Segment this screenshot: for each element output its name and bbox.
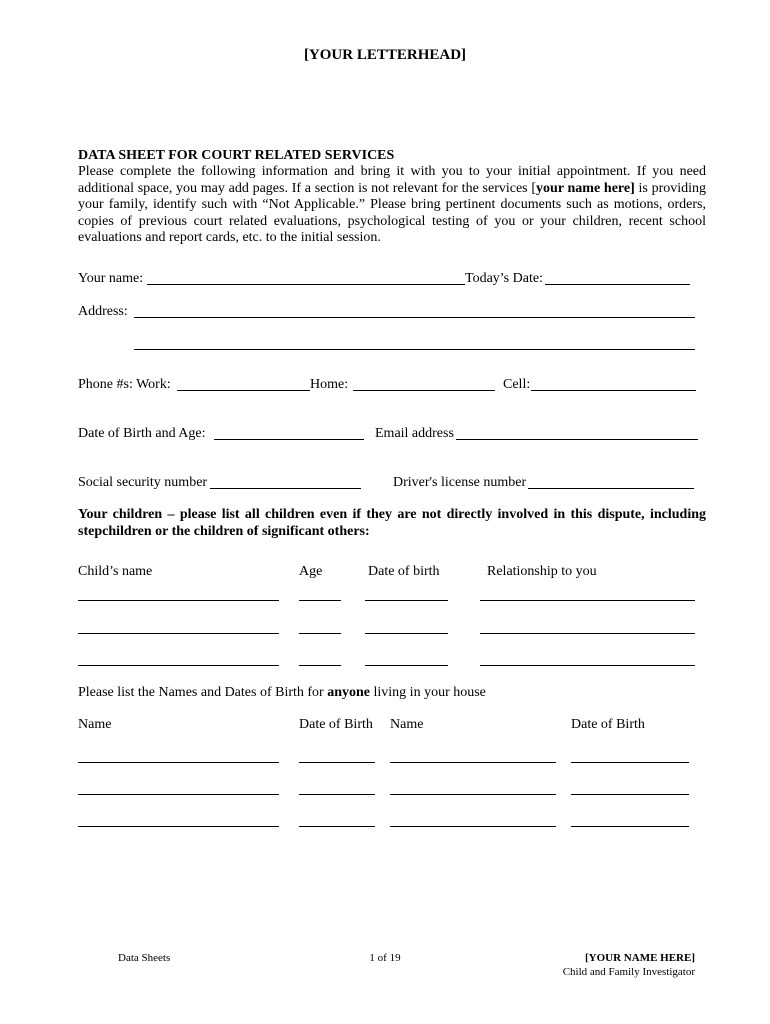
intro-paragraph [78, 164, 706, 247]
footer-page-number: 1 of 19 [369, 952, 401, 964]
dob-age-line[interactable] [214, 439, 364, 440]
household-col-dob-1: Date of Birth [299, 717, 373, 732]
phone-work-label: Phone #s: Work: [78, 377, 171, 392]
dob-age-label: Date of Birth and Age: [78, 426, 206, 441]
child-name-line[interactable] [78, 665, 279, 666]
footer-left: Data Sheets [118, 952, 171, 964]
children-col-age: Age [299, 564, 323, 579]
household-dob-line[interactable] [571, 762, 689, 763]
todays-date-line[interactable] [545, 284, 690, 285]
phone-home-line[interactable] [353, 390, 495, 391]
child-dob-line[interactable] [365, 665, 448, 666]
household-prompt [78, 684, 486, 701]
phone-work-line[interactable] [177, 390, 310, 391]
child-name-line[interactable] [78, 633, 279, 634]
email-line[interactable] [456, 439, 698, 440]
address-label: Address: [78, 304, 128, 319]
household-col-name-2: Name [390, 717, 424, 732]
children-col-relationship: Relationship to you [487, 564, 597, 579]
children-heading: Your children – please list all children even if they are not directly involved in this dispute, including stepchildren or the children of significant others: [78, 507, 706, 539]
todays-date-label: Today’s Date: [465, 271, 543, 286]
child-relationship-line[interactable] [480, 633, 695, 634]
letterhead-placeholder: [YOUR LETTERHEAD] [303, 47, 467, 63]
address-line-1[interactable] [134, 317, 695, 318]
footer-name: [YOUR NAME HERE] [585, 952, 695, 964]
phone-cell-label: Cell: [503, 377, 531, 392]
intro-text-bold: your name here] [536, 180, 635, 196]
household-name-line[interactable] [78, 826, 279, 827]
ssn-label: Social security number [78, 475, 208, 490]
household-name-line[interactable] [78, 762, 279, 763]
drivers-license-line[interactable] [528, 488, 694, 489]
child-age-line[interactable] [299, 633, 341, 634]
intro-text-part1: Please complete the following information and bring it with you to your initial appointment. If you need additional space, you may add pages. If a section is not relevant for the services [ [78, 164, 706, 196]
household-dob-line[interactable] [571, 794, 689, 795]
child-name-line[interactable] [78, 600, 279, 601]
drivers-license-label: Driver's license number [393, 475, 527, 490]
children-col-dob: Date of birth [368, 564, 440, 579]
child-relationship-line[interactable] [480, 665, 695, 666]
intro-section [78, 147, 706, 247]
footer-role: Child and Family Investigator [562, 966, 695, 978]
household-col-dob-2: Date of Birth [571, 717, 645, 732]
phone-cell-line[interactable] [531, 390, 696, 391]
phone-home-label: Home: [310, 377, 349, 392]
household-dob-line[interactable] [299, 762, 375, 763]
household-name-line[interactable] [390, 762, 556, 763]
intro-text-part2: is providing your family, identify such with “Not Applicable.” Please bring pertinent documents such as motions, orders, copies of previous court related evaluations, psychological testing of you or your children, recent school evaluations and report cards, etc. to the initial session. [78, 180, 707, 245]
child-dob-line[interactable] [365, 633, 448, 634]
child-relationship-line[interactable] [480, 600, 695, 601]
address-line-2[interactable] [134, 349, 695, 350]
household-name-line[interactable] [390, 794, 556, 795]
your-name-line[interactable] [147, 284, 465, 285]
household-prompt-bold: anyone [327, 685, 371, 700]
child-age-line[interactable] [299, 665, 341, 666]
your-name-label: Your name: [78, 271, 144, 286]
email-label: Email address [375, 426, 454, 441]
document-title: DATA SHEET FOR COURT RELATED SERVICES [78, 148, 395, 163]
child-age-line[interactable] [299, 600, 341, 601]
household-col-name-1: Name [78, 717, 112, 732]
household-name-line[interactable] [78, 794, 279, 795]
child-dob-line[interactable] [365, 600, 448, 601]
household-prompt-part2: living in your house [370, 685, 486, 700]
household-dob-line[interactable] [571, 826, 689, 827]
household-dob-line[interactable] [299, 826, 375, 827]
household-name-line[interactable] [390, 826, 556, 827]
ssn-line[interactable] [210, 488, 361, 489]
household-dob-line[interactable] [299, 794, 375, 795]
children-col-name: Child’s name [78, 564, 153, 579]
household-prompt-part1: Please list the Names and Dates of Birth for [78, 685, 328, 700]
